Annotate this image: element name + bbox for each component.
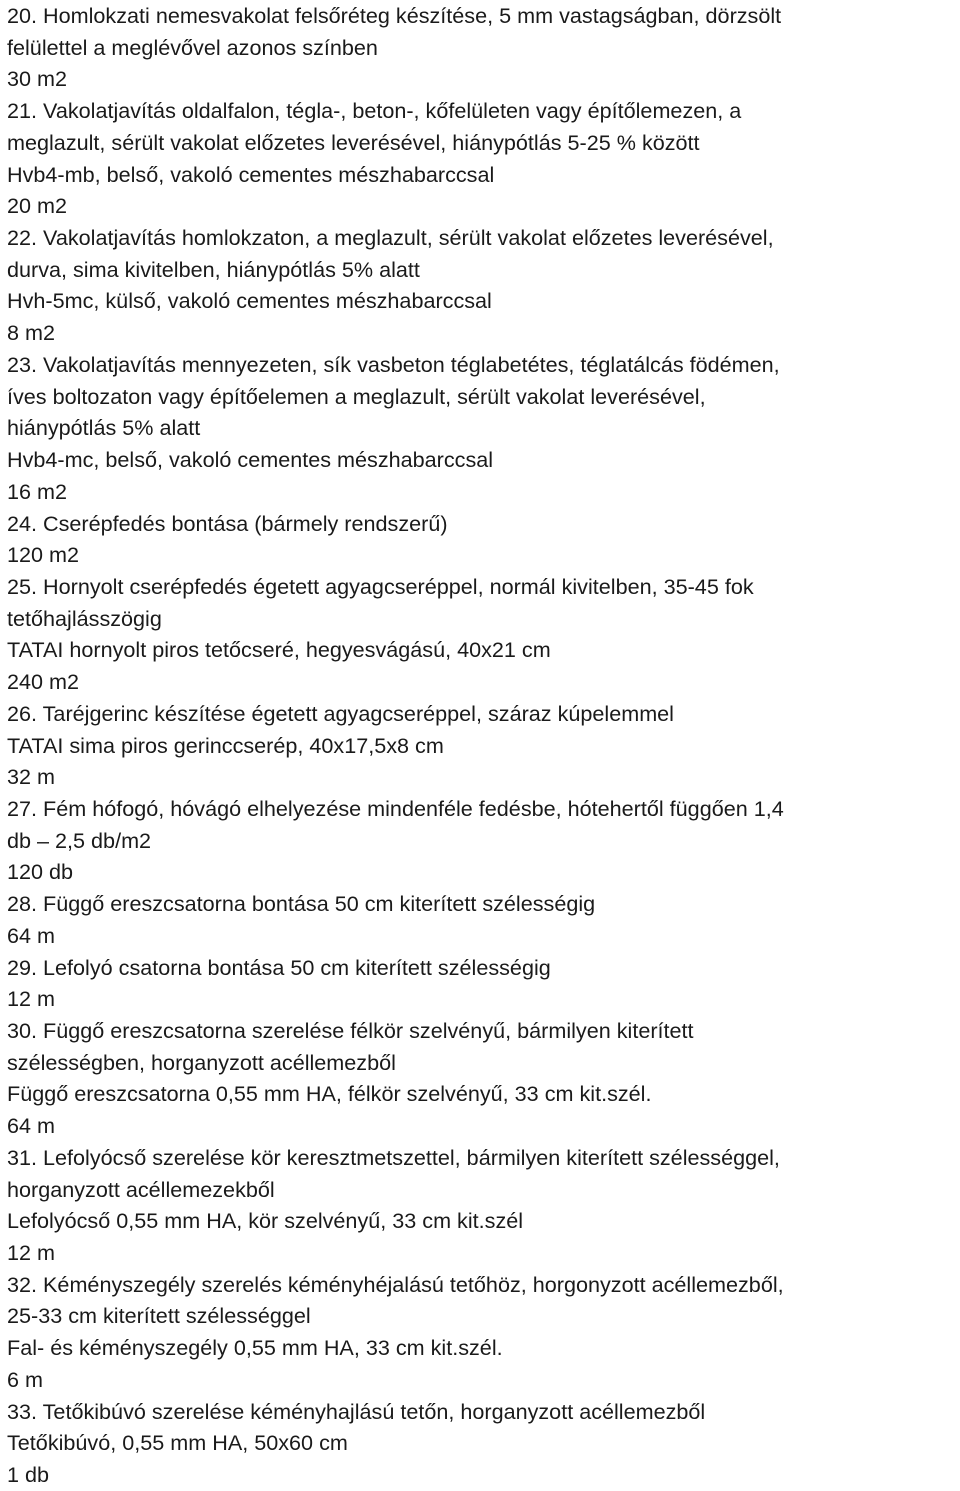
item-title: Tetőkibúvó szerelése kéményhajlású tetőn, horganyzott acéllemezből (42, 1398, 706, 1424)
item-detail-line (7, 666, 957, 698)
item-number: 25. (7, 573, 38, 599)
item-text: 25-33 cm kiterített szélességgel (7, 1303, 311, 1329)
item-detail-line (7, 825, 957, 857)
item-detail-line (7, 32, 957, 64)
item-text: 20 m2 (7, 193, 68, 219)
item-text: 64 m (7, 1113, 56, 1139)
item-detail-line (7, 1332, 957, 1364)
item-number: 23. (7, 351, 38, 377)
item-text: Hvb4-mc, belső, vakoló cementes mészhabarccsal (7, 447, 494, 473)
item-text: 240 m2 (7, 669, 80, 695)
item-detail-line (7, 856, 957, 888)
item-text: 64 m (7, 922, 56, 948)
item-detail-line (7, 1174, 957, 1206)
item-heading-line (7, 1269, 957, 1301)
item-title: Kéményszegély szerelés kéményhéjalású tetőhöz, horgonyzott acéllemezből, (43, 1271, 784, 1297)
item-title: Fém hófogó, hóvágó elhelyezése mindenféle fedésbe, hótehertől függően 1,4 (43, 795, 784, 821)
item-detail-line (7, 1364, 957, 1396)
item-text: Lefolyócső 0,55 mm HA, kör szelvényű, 33 cm kit.szél (7, 1208, 524, 1234)
item-detail-line (7, 1110, 957, 1142)
item-text: Hvb4-mb, belső, vakoló cementes mészhabarccsal (7, 161, 495, 187)
item-text: 16 m2 (7, 478, 68, 504)
item-title: Vakolatjavítás mennyezeten, sík vasbeton téglabetétes, téglatálcás födémen, (43, 351, 780, 377)
item-heading-line (7, 222, 957, 254)
item-detail-line (7, 63, 957, 95)
item-text: TATAI sima piros gerinccserép, 40x17,5x8 cm (7, 732, 444, 758)
item-heading-line (7, 0, 957, 32)
item-detail-line (7, 127, 957, 159)
item-heading-line (7, 952, 957, 984)
document-body (7, 0, 957, 1491)
item-heading-line (7, 1015, 957, 1047)
item-detail-line (7, 1047, 957, 1079)
item-text: 120 m2 (7, 542, 80, 568)
item-number: 29. (7, 954, 38, 980)
item-number: 31. (7, 1144, 38, 1170)
item-heading-line (7, 1396, 957, 1428)
item-heading-line (7, 1142, 957, 1174)
item-text: tetőhajlásszögig (7, 605, 162, 631)
item-title: Függő ereszcsatorna szerelése félkör szelvényű, bármilyen kiterített (43, 1018, 694, 1043)
item-detail-line (7, 920, 957, 952)
item-detail-line (7, 285, 957, 317)
item-detail-line (7, 603, 957, 635)
item-text: Függő ereszcsatorna 0,55 mm HA, félkör szelvényű, 33 cm kit.szél. (7, 1081, 652, 1107)
item-heading-line (7, 571, 957, 603)
item-title: Lefolyócső szerelése kör keresztmetszettel, bármilyen kiterített szélességgel, (43, 1144, 780, 1170)
item-text: szélességben, horganyzott acéllemezből (7, 1049, 396, 1075)
item-title: Taréjgerinc készítése égetett agyagcseréppel, száraz kúpelemmel (42, 700, 674, 726)
item-text: felülettel a meglévővel azonos színben (7, 34, 378, 60)
item-detail-line (7, 190, 957, 222)
item-detail-line (7, 539, 957, 571)
item-heading-line (7, 793, 957, 825)
item-text: 12 m (7, 986, 56, 1012)
item-text: 32 m (7, 764, 56, 790)
item-detail-line (7, 730, 957, 762)
item-text: 8 m2 (7, 320, 56, 346)
item-heading-line (7, 698, 957, 730)
item-title: Függő ereszcsatorna bontása 50 cm kiterített szélességig (43, 891, 596, 917)
item-number: 30. (7, 1018, 38, 1043)
item-heading-line (7, 349, 957, 381)
item-title: Homlokzati nemesvakolat felsőréteg készítése, 5 mm vastagságban, dörzsölt (43, 3, 782, 28)
item-number: 32. (7, 1271, 38, 1297)
item-detail-line (7, 761, 957, 793)
item-number: 21. (7, 98, 38, 124)
item-text: meglazult, sérült vakolat előzetes leverésével, hiánypótlás 5-25 % között (7, 129, 700, 155)
item-text: Fal- és kéményszegély 0,55 mm HA, 33 cm kit.szél. (7, 1335, 503, 1361)
item-detail-line (7, 1237, 957, 1269)
item-text: db – 2,5 db/m2 (7, 827, 152, 853)
item-detail-line (7, 1459, 957, 1491)
item-title: Vakolatjavítás oldalfalon, tégla-, beton-, kőfelületen vagy építőlemezen, a (43, 98, 742, 124)
item-detail-line (7, 1300, 957, 1332)
item-text: íves boltozaton vagy építőelemen a meglazult, sérült vakolat leverésével, (7, 383, 706, 409)
item-number: 33. (7, 1398, 38, 1424)
item-number: 20. (7, 3, 38, 28)
item-text: 1 db (7, 1462, 50, 1488)
item-detail-line (7, 1078, 957, 1110)
item-detail-line (7, 444, 957, 476)
item-text: durva, sima kivitelben, hiánypótlás 5% alatt (7, 256, 420, 282)
item-detail-line (7, 381, 957, 413)
item-detail-line (7, 412, 957, 444)
item-text: TATAI hornyolt piros tetőcseré, hegyesvágású, 40x21 cm (7, 637, 551, 663)
item-text: 12 m (7, 1240, 56, 1266)
item-heading-line (7, 95, 957, 127)
item-number: 28. (7, 891, 38, 917)
item-title: Vakolatjavítás homlokzaton, a meglazult, sérült vakolat előzetes leverésével, (43, 225, 774, 251)
item-number: 22. (7, 225, 38, 251)
item-detail-line (7, 1205, 957, 1237)
item-detail-line (7, 634, 957, 666)
item-number: 26. (7, 700, 38, 726)
item-detail-line (7, 476, 957, 508)
item-text: 6 m (7, 1366, 43, 1392)
item-text: horganyzott acéllemezekből (7, 1176, 275, 1202)
item-title: Lefolyó csatorna bontása 50 cm kiterített szélességig (43, 954, 551, 980)
item-number: 27. (7, 795, 38, 821)
item-detail-line (7, 1427, 957, 1459)
item-text: Hvh-5mc, külső, vakoló cementes mészhabarccsal (7, 288, 492, 314)
item-detail-line (7, 983, 957, 1015)
item-text: Tetőkibúvó, 0,55 mm HA, 50x60 cm (7, 1430, 348, 1456)
item-heading-line (7, 888, 957, 920)
item-heading-line (7, 508, 957, 540)
item-detail-line (7, 254, 957, 286)
item-title: Hornyolt cserépfedés égetett agyagcseréppel, normál kivitelben, 35-45 fok (43, 573, 754, 599)
item-detail-line (7, 317, 957, 349)
item-title: Cserépfedés bontása (bármely rendszerű) (43, 510, 448, 536)
item-text: hiánypótlás 5% alatt (7, 415, 201, 441)
item-detail-line (7, 159, 957, 191)
item-number: 24. (7, 510, 38, 536)
item-text: 120 db (7, 859, 74, 885)
item-text: 30 m2 (7, 66, 68, 92)
